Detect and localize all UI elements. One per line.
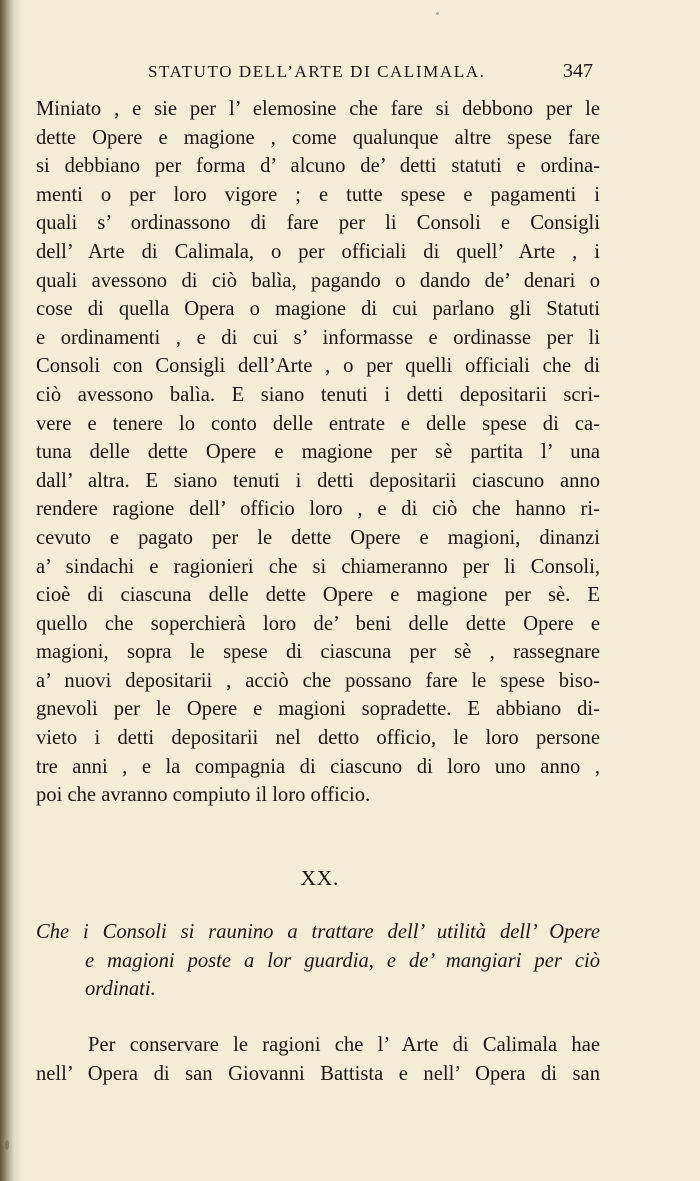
text-line: rendere ragione dell’ officio loro , e di ciò che hanno ri-	[36, 498, 600, 521]
text-line: cioè di ciascuna delle dette Opere e magione per sè. E	[36, 584, 600, 607]
rubric-line: ordinati.	[85, 978, 156, 1001]
text-line: menti o per loro vigore ; e tutte spese e pagamenti i	[36, 183, 600, 206]
text-line: dette Opere e magione , come qualunque altre spese fare	[36, 126, 600, 149]
text-line: Miniato , e sie per l’ elemosine che fare si debbono per le	[36, 98, 600, 120]
text-line: quali s’ ordinassono di fare per li Consoli e Consigli	[36, 212, 600, 235]
spine-shadow	[0, 0, 14, 1181]
section-number: XX.	[300, 866, 340, 890]
text-line: cose di quella Opera o magione di cui parlano gli Statuti	[36, 298, 600, 321]
running-title: STATUTO DELL’ARTE DI CALIMALA.	[148, 62, 486, 81]
text-line: poi che avranno compiuto il loro officio.	[36, 784, 371, 807]
rubric-line: e magioni poste a lor guardia, e de’ mangiari per ciò	[85, 949, 600, 972]
text-line: quello che soperchierà loro de’ beni delle dette Opere e	[36, 612, 600, 635]
text-line: nell’ Opera di san Giovanni Battista e nell’ Opera di san	[36, 1062, 600, 1085]
text-line: vere e tenere lo conto delle entrate e delle spese di ca-	[36, 412, 600, 435]
text-line: e ordinamenti , e di cui s’ informasse e ordinasse per li	[36, 326, 600, 349]
text-line: Consoli con Consigli dell’Arte , o per quelli officiali che di	[36, 355, 600, 378]
text-line: si debbiano per forma d’ alcuno de’ detti statuti e ordina-	[36, 155, 600, 178]
paper-speck	[5, 1140, 9, 1150]
text-line: dall’ altra. E siano tenuti i detti depositarii ciascuno anno	[36, 469, 600, 492]
text-line: tre anni , e la compagnia di ciascuno di loro uno anno ,	[36, 755, 600, 778]
text-line: gnevoli per le Opere e magioni sopradette. E abbiano di-	[36, 698, 600, 721]
paragraph-2	[36, 1031, 600, 1088]
paragraph-1	[36, 95, 600, 810]
text-line: dell’ Arte di Calimala, o per officiali di quell’ Arte , i	[36, 240, 600, 263]
text-line: quali avessono di ciò balìa, pagando o dando de’ denari o	[36, 269, 600, 292]
text-line: ciò avessono balìa. E siano tenuti i detti depositarii scri-	[36, 383, 600, 406]
text-line: Per conservare le ragioni che l’ Arte di Calimala hae	[88, 1034, 600, 1056]
text-line: a’ sindachi e ragionieri che si chiameranno per li Consoli,	[36, 555, 600, 578]
text-line: magioni, sopra le spese di ciascuna per sè , rassegnare	[36, 641, 600, 664]
paper-speck	[436, 12, 439, 15]
text-line: cevuto e pagato per le dette Opere e magioni, dinanzi	[36, 526, 600, 549]
rubric-line: Che i Consoli si raunino a trattare dell’ utilità dell’ Opere	[36, 921, 600, 943]
section-rubric	[36, 918, 600, 1004]
text-line: tuna delle dette Opere e magione per sè partita l’ una	[36, 441, 600, 464]
text-line: vieto i detti depositarii nel detto officio, le loro persone	[36, 727, 600, 750]
running-head	[0, 62, 700, 86]
text-line: a’ nuovi depositarii , acciò che possano fare le spese biso-	[36, 669, 600, 692]
page-number: 347	[563, 60, 593, 82]
